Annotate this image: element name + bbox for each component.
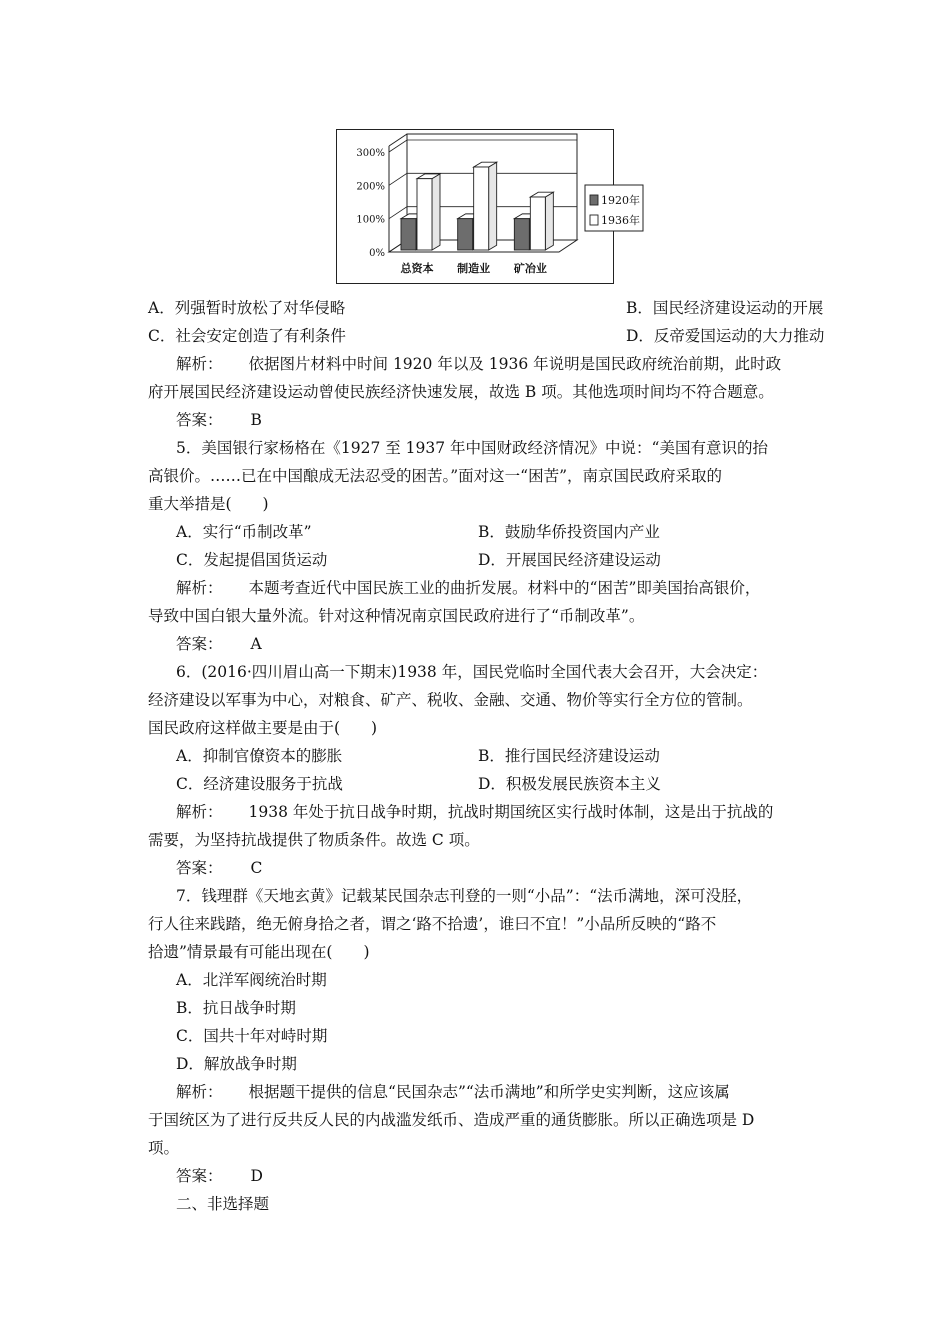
q6-options-row1 bbox=[176, 742, 856, 770]
q7-option-a: A．北洋军阀统治时期 bbox=[176, 971, 327, 989]
q7-answer-value: D bbox=[250, 1167, 263, 1185]
q7-option-c: C．国共十年对峙时期 bbox=[176, 1027, 328, 1045]
q5-options-row2 bbox=[176, 546, 856, 574]
bar-side bbox=[545, 192, 553, 250]
legend-label: 1920年 bbox=[601, 194, 640, 207]
x-tick-label: 矿冶业 bbox=[513, 262, 547, 275]
y-tick-label: 200% bbox=[356, 181, 385, 193]
q4-option-d: D．反帝爱国运动的大力推动 bbox=[626, 327, 825, 345]
q4-answer-value: B bbox=[250, 411, 262, 429]
bar-0-1 bbox=[458, 219, 473, 250]
q4-analysis-text1: 依据图片材料中时间 1920 年以及 1936 年说明是国民政府统治前期，此时政 bbox=[248, 355, 782, 373]
q6-stem-line1: 6．(2016·四川眉山高一下期末)1938 年，国民党临时全国代表大会召开，大会决定： bbox=[176, 663, 768, 681]
bar-0-2 bbox=[514, 219, 529, 250]
section-heading: 二、非选择题 bbox=[176, 1195, 270, 1213]
answer-label: 答案： bbox=[176, 1167, 223, 1185]
q5-stem-line3: 重大举措是( ) bbox=[148, 495, 269, 513]
y-axis-top-edge bbox=[389, 134, 407, 146]
q6-analysis-line2: 需要，为坚持抗战提供了物质条件。故选 C 项。 bbox=[148, 831, 480, 849]
q4-option-c: C．社会安定创造了有利条件 bbox=[148, 327, 346, 345]
q7-analysis-line1 bbox=[176, 1078, 856, 1106]
legend-label: 1936年 bbox=[601, 214, 640, 227]
legend-swatch bbox=[590, 215, 598, 225]
q5-option-c: C．发起提倡国货运动 bbox=[176, 551, 328, 569]
q6-option-d: D．积极发展民族资本主义 bbox=[478, 775, 661, 793]
q5-stem-line2: 高银价。……已在中国酿成无法忍受的困苦。”面对这一“困苦”，南京国民政府采取的 bbox=[148, 467, 723, 485]
answer-label: 答案： bbox=[176, 411, 223, 429]
q6-stem-line2: 经济建设以军事为中心，对粮食、矿产、税收、金融、交通、物价等实行全方位的管制。 bbox=[148, 691, 753, 709]
q5-answer bbox=[176, 630, 856, 658]
y-tick-label: 300% bbox=[356, 148, 385, 159]
bar-1-2 bbox=[530, 197, 545, 250]
q6-answer-value: C bbox=[250, 859, 263, 877]
q6-analysis-text1: 1938 年处于抗日战争时期，抗战时期国统区实行战时体制，这是出于抗战的 bbox=[248, 803, 774, 821]
q7-stem-line1: 7．钱理群《天地玄黄》记载某民国杂志刊登的一则“小品”：“法币满地，深可没胫， bbox=[176, 887, 753, 905]
y-tick-label: 0% bbox=[369, 248, 385, 259]
bar-side bbox=[489, 162, 497, 250]
q4-answer bbox=[176, 406, 856, 434]
q4-option-b: B．国民经济建设运动的开展 bbox=[626, 299, 824, 317]
x-tick-label: 总资本 bbox=[400, 262, 434, 275]
q5-options-row1 bbox=[176, 518, 856, 546]
q6-option-b: B．推行国民经济建设运动 bbox=[478, 747, 660, 765]
bar-side bbox=[432, 174, 440, 250]
analysis-label: 解析： bbox=[176, 803, 223, 821]
q5-analysis-text1: 本题考查近代中国民族工业的曲折发展。材料中的“困苦”即美国抬高银价， bbox=[248, 579, 761, 597]
q4-options-row1 bbox=[148, 294, 828, 322]
q4-option-a: A．列强暂时放松了对华侵略 bbox=[148, 299, 346, 317]
q5-option-a: A．实行“币制改革” bbox=[176, 523, 312, 541]
q5-option-b: B．鼓励华侨投资国内产业 bbox=[478, 523, 660, 541]
q4-options-row2 bbox=[148, 322, 828, 350]
q7-analysis-text1: 根据题干提供的信息“民国杂志”“法币满地”和所学史实判断，这应该属 bbox=[248, 1083, 730, 1101]
analysis-label: 解析： bbox=[176, 579, 223, 597]
q7-analysis-line2: 于国统区为了进行反共反人民的内战滥发纸币、造成严重的通货膨胀。所以正确选项是 D bbox=[148, 1111, 755, 1129]
y-tick-label: 100% bbox=[356, 214, 385, 226]
q5-analysis-line1 bbox=[176, 574, 856, 602]
x-tick-label: 制造业 bbox=[457, 262, 491, 275]
q5-analysis-line2: 导致中国白银大量外流。针对这种情况南京国民政府进行了“币制改革”。 bbox=[148, 607, 645, 625]
answer-label: 答案： bbox=[176, 859, 223, 877]
bar-chart bbox=[336, 129, 640, 284]
q7-option-d: D．解放战争时期 bbox=[176, 1055, 297, 1073]
q5-option-d: D．开展国民经济建设运动 bbox=[478, 551, 661, 569]
q4-analysis-line1 bbox=[176, 350, 856, 378]
q6-option-c: C．经济建设服务于抗战 bbox=[176, 775, 343, 793]
q6-stem-line3: 国民政府这样做主要是由于( ) bbox=[148, 719, 378, 737]
q4-analysis-line2: 府开展国民经济建设运动曾使民族经济快速发展，故选 B 项。其他选项时间均不符合题意。 bbox=[148, 383, 774, 401]
q5-answer-value: A bbox=[250, 635, 262, 653]
legend-swatch bbox=[590, 195, 598, 205]
q7-analysis-line3: 项。 bbox=[148, 1139, 180, 1157]
q7-stem-line3: 拾遗”情景最有可能出现在( ) bbox=[148, 943, 370, 961]
analysis-label: 解析： bbox=[176, 355, 223, 373]
chart-svg bbox=[337, 130, 640, 283]
q5-stem-line1: 5．美国银行家杨格在《1927 至 1937 年中国财政经济情况》中说：“美国有意识的抬 bbox=[176, 439, 768, 457]
q7-stem-line2: 行人往来践踏，绝无俯身拾之者，谓之‘路不拾遗’，谁曰不宜！”小品所反映的“路不 bbox=[148, 915, 717, 933]
q6-option-a: A．抑制官僚资本的膨胀 bbox=[176, 747, 343, 765]
bar-0-0 bbox=[401, 219, 416, 250]
q7-answer bbox=[176, 1162, 856, 1190]
bar-1-1 bbox=[474, 167, 489, 250]
q6-options-row2 bbox=[176, 770, 856, 798]
answer-label: 答案： bbox=[176, 635, 223, 653]
analysis-label: 解析： bbox=[176, 1083, 223, 1101]
q7-option-b: B．抗日战争时期 bbox=[176, 999, 296, 1017]
bar-1-0 bbox=[417, 179, 432, 250]
q6-answer bbox=[176, 854, 856, 882]
q6-analysis-line1 bbox=[176, 798, 856, 826]
